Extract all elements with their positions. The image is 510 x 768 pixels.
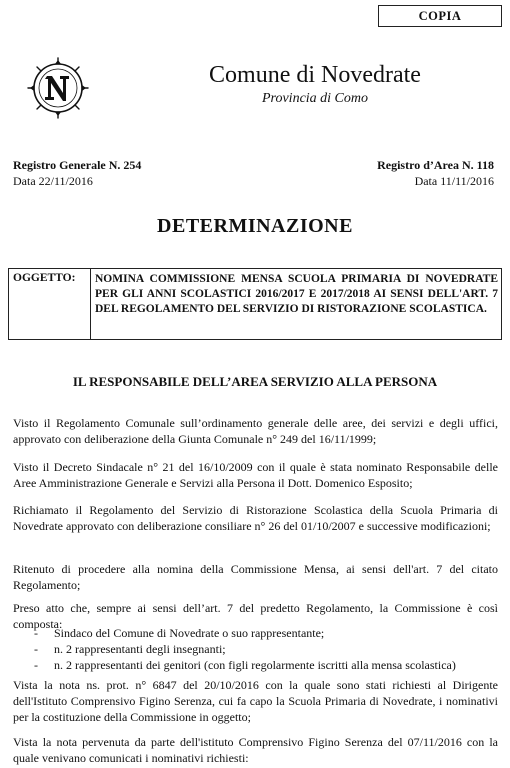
commission-members-list	[34, 625, 494, 673]
paragraph-richiamato: Richiamato il Regolamento del Servizio di Ristorazione Scolastica della Scuola Primaria di Novedrate approvato con deliberazione consiliare n° 26 del 01/10/2007 e successive modificazioni;	[13, 503, 498, 533]
registro-generale-date: Data 22/11/2016	[13, 174, 93, 188]
copy-stamp: COPIA	[378, 5, 502, 27]
oggetto-label: OGGETTO:	[9, 269, 91, 339]
paragraph-preso-atto: Preso atto che, sempre ai sensi dell’art. 7 del predetto Regolamento, la Commissione è così composta:	[13, 601, 498, 631]
registro-generale	[13, 157, 141, 189]
municipal-emblem-icon	[26, 56, 90, 120]
document-title: DETERMINAZIONE	[157, 215, 353, 237]
paragraph-decreto: Visto il Decreto Sindacale n° 21 del 16/10/2009 con il quale è stata nominato Responsabile delle Aree Amministrazione Generale e Servizi alla Persona il Dott. Domenico Esposito;	[13, 460, 498, 490]
registro-area-label: Registro d’Area N. 118	[377, 158, 494, 172]
paragraph-ritenuto: Ritenuto di procedere alla nomina della Commissione Mensa, ai sensi dell'art. 7 del citato Regolamento;	[13, 562, 498, 592]
responsabile-heading: IL RESPONSABILE DELL’AREA SERVIZIO ALLA PERSONA	[72, 374, 438, 389]
registro-area-date: Data 11/11/2016	[414, 174, 494, 188]
registro-generale-label: Registro Generale N. 254	[13, 158, 142, 172]
paragraph-regolamento: Visto il Regolamento Comunale sull’ordinamento generale delle aree, dei servizi e degli uffici, approvato con deliberazione della Giunta Comunale n° 249 del 16/11/1999;	[13, 416, 498, 446]
comune-title: Comune di Novedrate	[209, 62, 421, 88]
provincia-subtitle: Provincia di Como	[261, 91, 369, 106]
registro-area	[377, 157, 494, 189]
oggetto-text: NOMINA COMMISSIONE MENSA SCUOLA PRIMARIA DI NOVEDRATE PER GLI ANNI SCOLASTICI 2016/2017 E 2017/2018 AI SENSI DELL'ART. 7 DEL REGOLAMENTO DEL SERVIZIO DI RISTORAZIONE SCOLASTICA.	[95, 273, 498, 315]
oggetto-box	[8, 268, 502, 340]
list-item: - n. 2 rappresentanti dei genitori (con figli regolarmente iscritti alla mensa scolastica)	[34, 657, 494, 673]
paragraph-vista-nota: Vista la nota ns. prot. n° 6847 del 20/10/2016 con la quale sono stati richiesti al Dirigente dell'Istituto Comprensivo Figino Serenza, cui fa capo la Scuola Primaria di Novedrate, i nominativi per la costituzione della Commissione in oggetto;	[13, 678, 498, 724]
paragraph-vista-nota-pervenuta: Vista la nota pervenuta da parte dell'istituto Comprensivo Figino Serenza del 07/11/2016 con la quale venivano comunicati i nominativi richiesti:	[13, 735, 498, 765]
list-item: - n. 2 rappresentanti degli insegnanti;	[34, 641, 494, 657]
list-item: - Sindaco del Comune di Novedrate o suo rappresentante;	[34, 625, 494, 641]
